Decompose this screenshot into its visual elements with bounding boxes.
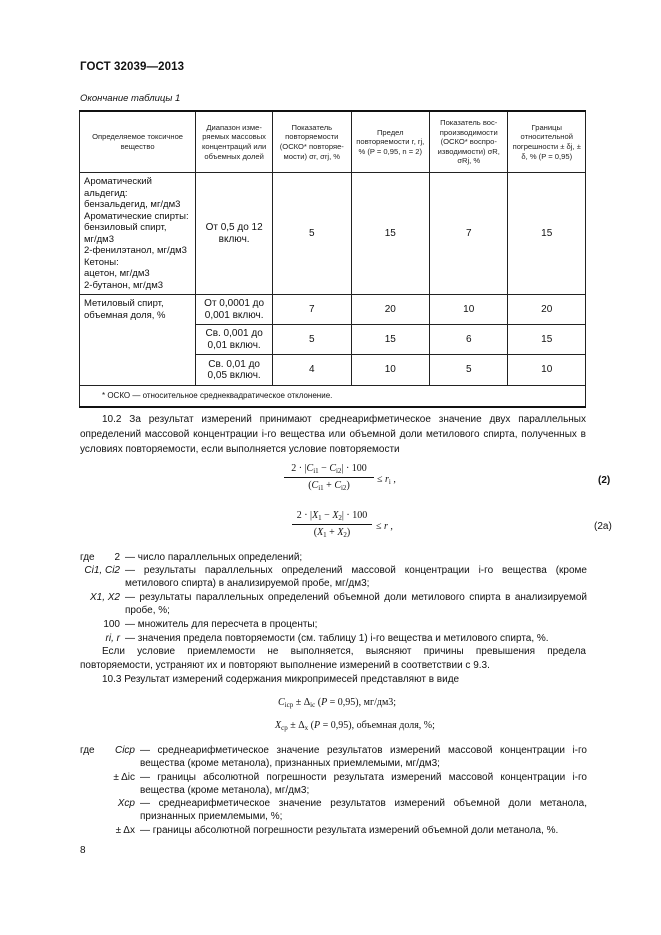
substance-line: Ароматический альдегид:	[84, 176, 152, 199]
result2-suffix: объемная доля, %;	[356, 720, 435, 731]
where-symbol: Xcp	[117, 798, 135, 809]
where-text: — границы абсолютной погрешности результата измерений объемной доли метанола, %.	[140, 825, 559, 836]
where-symbol: Cicp	[114, 745, 135, 756]
where-intro: где	[80, 552, 95, 563]
result1-suffix: мг/дм3;	[363, 697, 397, 708]
substance-line: Ароматические спирты:	[84, 210, 189, 222]
cell-repeatability-sd: 7	[273, 295, 351, 325]
where-text: — результаты параллельных определений объемной доли метилового спирта в анализируемой пробе, %;	[125, 592, 587, 616]
cell-substances	[80, 173, 196, 295]
where-text: — границы абсолютной погрешности результата измерений массовой концентрации i-го вещества (кроме метанола), мг/дм3;	[140, 772, 587, 796]
result-formula-2: $X_{cp} \pm \Delta_x$ (P = 0,95), объемная доля, %;	[275, 720, 435, 732]
header-substance: Определяемое токсичное вещество	[80, 111, 196, 173]
header-repeatability-limit: Предел повторяемости r, rj, % (P = 0,95, n = 2)	[351, 111, 429, 173]
substance-line: ацетон, мг/дм3	[84, 268, 150, 279]
header-repeatability-sd: Показатель повторяемости (ОСКО* повторяе-мости) σr, σrj, %	[273, 111, 351, 173]
page-number: 8	[80, 845, 86, 856]
equation-2a-rhs: ≤ r ,	[376, 521, 393, 532]
header-range: Диапазон изме-ряемых массовых концентраций или объемных долей	[196, 111, 273, 173]
cell-range: Св. 0,001 до 0,01 включ.	[196, 325, 273, 355]
cell-reproducibility-sd: 10	[429, 295, 508, 325]
where-text: — значения предела повторяемости (см. таблицу 1) i-го вещества и метилового спирта, %.	[125, 633, 549, 644]
header-reproducibility-sd: Показатель вос-производимости (ОСКО* воспро-изводимости) σR, σRj, %	[429, 111, 508, 173]
cell-repeatability-sd: 4	[273, 355, 351, 386]
substance-line: бензиловый спирт,	[84, 222, 167, 233]
cell-reproducibility-sd: 7	[429, 173, 508, 295]
where-symbol: ri, r	[105, 633, 120, 644]
where-text: — число параллельных определений;	[125, 552, 303, 563]
document-title: ГОСТ 32039—2013	[80, 61, 185, 73]
equation-2a-label: (2a)	[594, 521, 612, 532]
substance-line: 2-фенилэтанол, мг/дм3	[84, 245, 187, 256]
cell-error-bounds: 15	[508, 325, 586, 355]
equation-2-rhs: ≤ $r_i$ ,	[377, 474, 396, 486]
where-symbol: ± Δic	[113, 772, 135, 783]
where-text: — множитель для пересчета в проценты;	[125, 619, 318, 630]
table-footnote-row	[80, 386, 586, 407]
cell-reproducibility-sd: 6	[429, 325, 508, 355]
equation-2-formula: $2 \cdot |C_{i1} - C_{i2}| \cdot 100$ $(C_{i1} + C_{i2})$	[284, 463, 374, 497]
cell-repeatability-sd: 5	[273, 173, 351, 295]
substance-line: 2-бутанон, мг/дм3	[84, 279, 164, 291]
equation-2-label: (2)	[598, 475, 611, 486]
table-header-row	[80, 111, 586, 173]
cell-repeatability-limit: 20	[351, 295, 429, 325]
substance-line: Кетоны:	[84, 256, 119, 268]
cell-error-bounds: 20	[508, 295, 586, 325]
cell-error-bounds: 15	[508, 173, 586, 295]
table-row	[80, 295, 586, 325]
cell-range: От 0,5 до 12 включ.	[196, 173, 273, 295]
cell-reproducibility-sd: 5	[429, 355, 508, 386]
where-symbol: 2	[114, 552, 120, 563]
where-symbol: Ci1, Ci2	[84, 565, 120, 576]
paragraph-10-2: 10.2 За результат измерений принимают среднеарифметическое значение двух параллельных определений массовой концентрации i-го вещества или объемной доли метилового спирта, полученных в условиях повторяемости, если выполняется условие повторяемости	[80, 414, 586, 455]
cell-range: От 0,0001 до 0,001 включ.	[196, 295, 273, 325]
result-formula-1: $C_{icp} \pm \Delta_{ic}$ (P = 0,95), мг/дм3;	[278, 697, 397, 709]
cell-repeatability-limit: 15	[351, 173, 429, 295]
paragraph-10-3: 10.3 Результат измерений содержания микропримесей представляют в виде	[102, 674, 460, 685]
cell-error-bounds: 10	[508, 355, 586, 386]
where-intro: где	[80, 745, 95, 756]
where-symbol: 100	[103, 619, 120, 630]
cell-repeatability-sd: 5	[273, 325, 351, 355]
where-text: — результаты параллельных определений массовой концентрации i-го вещества (кроме метилового спирта) в анализируемой пробе, мг/дм3;	[125, 565, 587, 589]
header-error-bounds: Границы относительной погрешности ± δj, ± δ, % (P = 0,95)	[508, 111, 586, 173]
where-text: — среднеарифметическое значение результатов измерений массовой концентрации i-го вещества (кроме метанола), признанных приемлемыми, мг/дм3;	[140, 745, 587, 769]
substance-line: мг/дм3	[84, 233, 114, 245]
table-footnote: * ОСКО — относительное среднеквадратическое отклонение.	[80, 386, 586, 407]
cell-methanol: Метиловый спирт, объемная доля, %	[80, 295, 196, 386]
equation-2a-formula: $2 \cdot |X_1 - X_2| \cdot 100$ $(X_1 + X_2)$	[292, 510, 372, 544]
cell-repeatability-limit: 10	[351, 355, 429, 386]
where-text: — среднеарифметическое значение результатов измерений объемной доли метанола, признанных приемлемыми, %;	[140, 798, 587, 822]
table-row	[80, 173, 586, 295]
table-caption: Окончание таблицы 1	[80, 93, 181, 104]
cell-repeatability-limit: 15	[351, 325, 429, 355]
paragraph-fail: Если условие приемлемости не выполняется, выясняют причины превышения предела повторяемости, устраняют их и повторяют выполнение измерений в соответствии с 9.3.	[80, 646, 586, 671]
data-table	[79, 110, 586, 408]
where-symbol: ± Δx	[115, 825, 135, 836]
where-symbol: X1, X2	[89, 592, 120, 603]
substance-line: бензальдегид, мг/дм3	[84, 199, 181, 210]
cell-range: Св. 0,01 до 0,05 включ.	[196, 355, 273, 386]
